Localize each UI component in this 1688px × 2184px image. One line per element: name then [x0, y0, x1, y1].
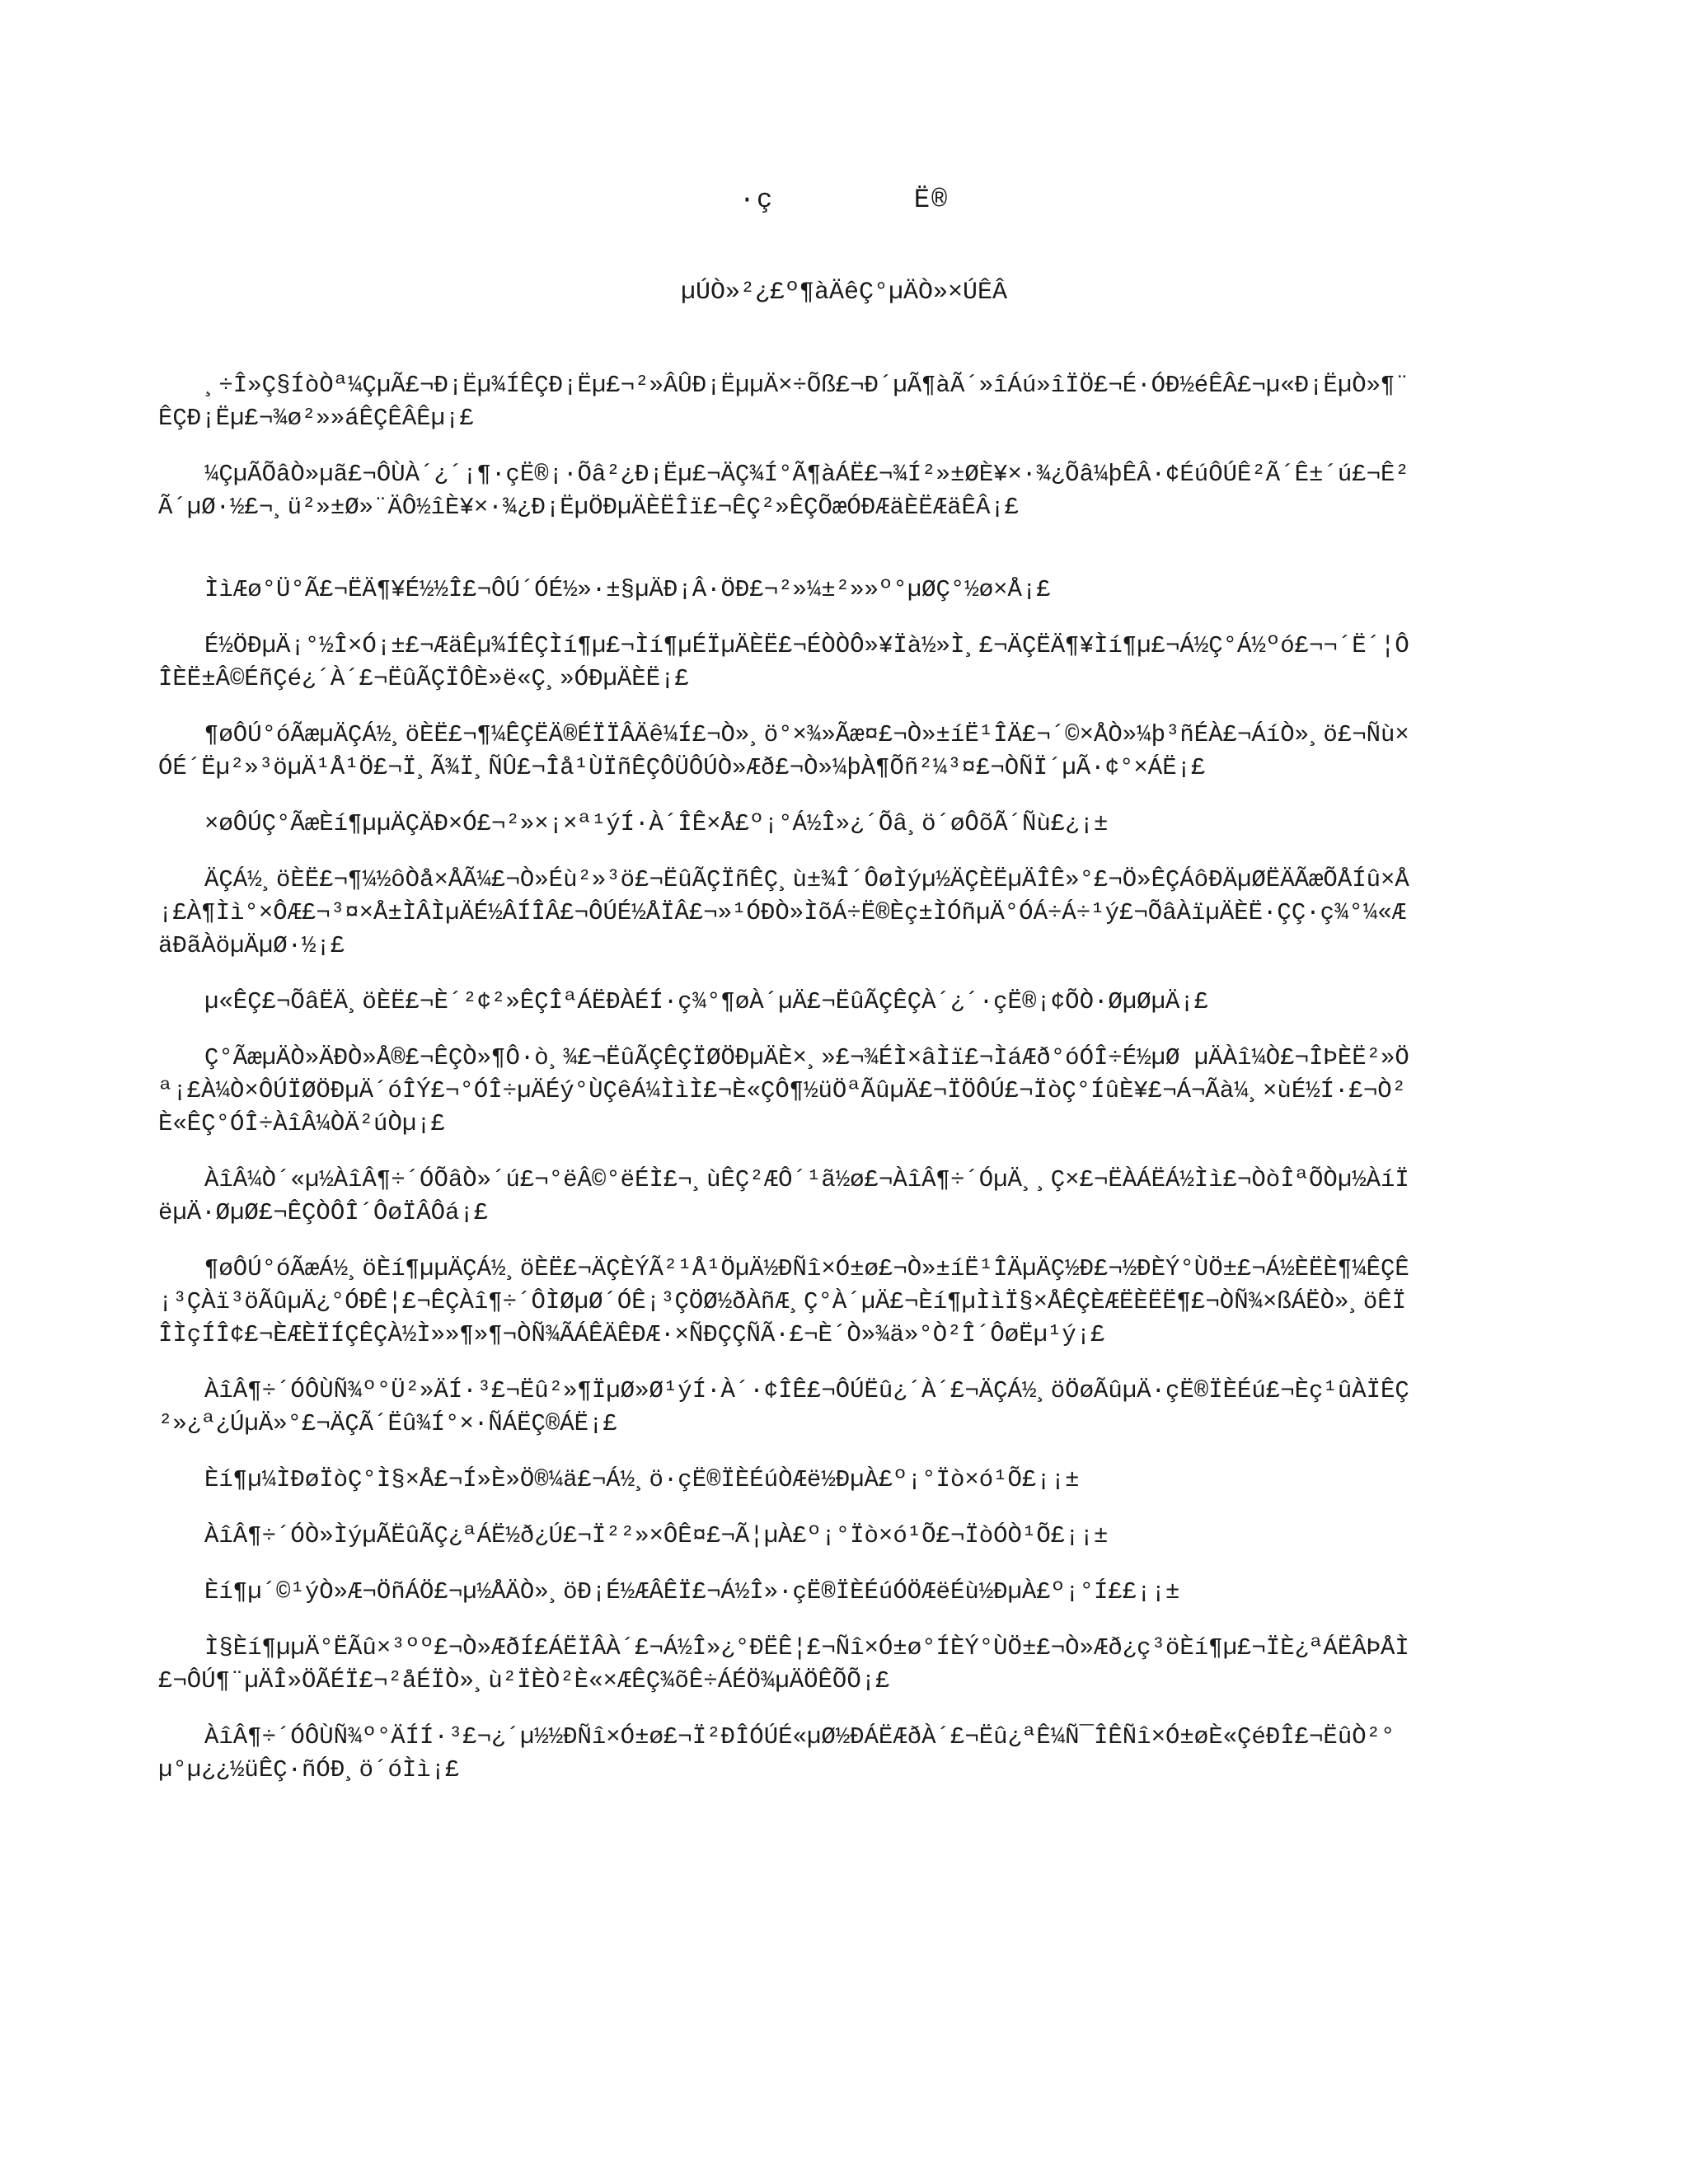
- paragraph: ÀîÂ¶÷´ÓÒ»ÌýµÃËûÃÇ¿ªÁË½ð¿Ú£¬Ï²²»×ÔÊ¤£¬Ã¦µÀ£º¡°Ïò×ó¹Õ£¬ÏòÓÒ¹Õ£¡¡±: [204, 1522, 1109, 1549]
- paragraph: ¸÷Î»Ç§ÍòÒª¼ÇµÃ£¬Ð¡Ëµ¾ÍÊÇÐ¡Ëµ£¬²»ÂÛÐ¡ËµµÄ×÷Õß£¬Ð´µÃ¶àÃ´»îÁú»îÏÖ£¬É·ÓÐ½éÊÂ£¬µ«Ð¡ËµÒ»¶¨ÊÇÐ¡Ëµ£¬¾ø²»»áÊÇÊÂÊµ¡£: [158, 372, 1409, 432]
- paragraph: Ì§Èí¶µµÄ°ËÃû×³ºº£¬Ò»ÆðÍ£ÁËÏÂÀ´£¬Á½Î»¿°ÐËÊ¦£¬Ñî×Ó±ø°ÍÈÝ°ÙÖ±£¬Ò»Æð¿ç³öÈí¶µ£¬ÏÈ¿ªÁËÂÞÅÌ£¬ÔÚ¶¨µÄÎ»ÖÃÉÏ£¬²åÉÏÒ»¸ù²ÏÈÒ²È«×ÆÊÇ¾õÊ÷ÁÉÖ¾µÄÖÊÕÕ¡£: [158, 1634, 1409, 1694]
- paragraph: Èí¶µ¼ÌÐøÏòÇ°Ì§×Å£¬Í»È»Ö®¼ä£¬Á½¸ö·çË®ÏÈÉúÒÆë½ÐµÀ£º¡°Ïò×ó¹Õ£¡¡±: [204, 1466, 1080, 1493]
- paragraph: É½ÖÐµÄ¡°½Î×Ó¡±£¬ÆäÊµ¾ÍÊÇÌí¶µ£¬Ìí¶µÉÏµÄÈË£¬ÉÒÒÔ»¥Ïà½»Ì¸£¬ÄÇËÄ¶¥Ìí¶µ£¬Á½Ç°Á½ºó£¬¬´Ë´¦ÔÎÈË±Â©ÉñÇé¿´À´£¬ËûÃÇÏÔÈ»ë«Ç¸»ÓÐµÄÈË¡£: [158, 632, 1409, 692]
- paragraph: ÀîÂ¶÷´ÓÔÙÑ¾º°Ü²»ÄÍ·³£¬Ëû²»¶ÏµØ»Ø¹ýÍ·À´·¢ÎÊ£¬ÔÚËû¿´À´£¬ÄÇÁ½¸öÖøÃûµÄ·çË®ÏÈÉú£¬Èç¹ûÀÏÊÇ²»¿ª¿ÚµÄ»°£¬ÄÇÃ´Ëû¾Í°×·ÑÁËÇ®ÁË¡£: [158, 1377, 1409, 1437]
- paragraph: ×øÔÚÇ°ÃæÈí¶µµÄÇÄÐ×Ó£¬²»×¡×ª¹ýÍ·À´ÎÊ×Å£º¡°Á½Î»¿´Õâ¸ö´øÔõÃ´Ñù£¿¡±: [204, 810, 1109, 837]
- paragraph: ÀîÂ¶÷´ÓÔÙÑ¾º°ÄÍÍ·³£¬¿´µ½½ÐÑî×Ó±ø£¬Ï²ÐÎÓÚÉ«µØ½ÐÁËÆðÀ´£¬Ëû¿ªÊ¼Ñ¯ÎÊÑî×Ó±øÈ«ÇéÐÎ£¬ËûÒ²°µ°µ¿¿½üÊÇ·ñÓÐ¸ö´óÌì¡£: [158, 1723, 1395, 1783]
- paragraph: ÌìÆø°Ü°Ã£¬ËÄ¶¥É½½Î£¬ÔÚ´ÓÉ½»·±§µÄÐ¡Â·ÖÐ£¬²»¼±²»»º°µØÇ°½ø×Å¡£: [204, 576, 1051, 603]
- chapter-title: µÚÒ»²¿£º¶àÄêÇ°µÄÒ»×ÚÊÂ: [680, 279, 1008, 307]
- paragraph: ¶øÔÚ°óÃæÁ½¸öÈí¶µµÄÇÁ½¸öÈË£¬ÄÇÈÝÃ²¹Å¹ÖµÄ½ÐÑî×Ó±ø£¬Ò»±íË¹ÎÄµÄÇ½Ð£¬½ÐÈÝ°ÙÖ±£¬Á½ÈËÈ¶¼ÊÇÊ¡³ÇÀï³öÃûµÄ¿°ÓÐÊ¦£¬ÊÇÀî¶÷´ÔÌØµØ´ÓÊ¡³ÇÖØ½ðÀñÆ¸Ç°À´µÄ£¬Èí¶µÌìÏ§×ÅÊÇÈÆËÈËË¶£¬ÒÑ¾×ßÁËÒ»¸öÊÏÎÌçÍÎ¢£¬ÈÆÈÏÍÇÊÇÀ½Ì»»¶»¶¬ÒÑ¾ÃÁÊÄÊÐÆ·×ÑÐÇÇÑÃ·£¬È´Ò»¾ä»°Ò²Î´ÔøËµ¹ý¡£: [158, 1255, 1409, 1348]
- paragraph: µ«ÊÇ£¬ÕâËÄ¸öÈË£¬È´²¢²»ÊÇÎªÁËÐÀÉÍ·ç¾°¶øÀ´µÄ£¬ËûÃÇÊÇÀ´¿´·çË®¡¢ÕÒ·ØµØµÄ¡£: [204, 988, 1209, 1015]
- paragraph: ÀîÂ¼Ò´«µ½ÀîÂ¶÷´ÓÕâÒ»´ú£¬°ëÂ©°ëÉÌ£¬¸ùÊÇ²ÆÔ´¹ã½ø£¬ÀîÂ¶÷´ÓµÄ¸¸Ç×£¬ËÀÁËÁ½Ìì£¬ÒòÎªÕÒµ½ÀíÏëµÄ·ØµØ£¬ÊÇÒÔÎ´ÔøÏÂÔá¡£: [158, 1166, 1409, 1226]
- paragraph: ¼ÇµÃÕâÒ»µã£¬ÔÙÀ´¿´¡¶·çË®¡·Õâ²¿Ð¡Ëµ£¬ÄÇ¾Í°Ã¶àÁË£¬¾Í²»±ØÈ¥×·¾¿Õâ¼þÊÂ·¢ÉúÔÚÊ²Ã´Ê±´ú£¬Ê²Ã´µØ·½£¬¸ü²»±Ø»¨ÄÔ½îÈ¥×·¾¿Ð¡ËµÖÐµÄÈËÎï£¬ÊÇ²»ÊÇÕæÓÐÆäÈËÆäÊÂ¡£: [158, 461, 1409, 521]
- paragraph: Èí¶µ´©¹ýÒ»Æ¬ÖñÁÖ£¬µ½ÅÄÒ»¸öÐ¡É½ÆÂÊÏ£¬Á½Î»·çË®ÏÈÉúÓÖÆëÉù½ÐµÀ£º¡°Í££¡¡±: [204, 1578, 1180, 1605]
- document-header: ·ç Ë®: [738, 185, 950, 215]
- paragraph: Ç°ÃæµÄÒ»ÄÐÒ»Å®£¬ÊÇÒ»¶Ô·ò¸¾£¬ËûÃÇÊÇÏØÖÐµÄÈ×¸»£¬¾ÉÌ×âÌï£¬ÌáÆð°óÓÎ÷É½µØ µÄÀî¼Ò£¬ÎÞÈË²»Öª¡£À¼Ò×ÔÚÏØÖÐµÄ´óÎÝ£¬°ÓÎ÷µÄÉý°ÙÇêÁ¼ÌìÌ£¬È«ÇÔ¶½üÖªÃûµÄ£¬ÏÖÔÚ£¬ÏòÇ°ÍûÈ¥£¬Á¬Ãà¼¸×ùÉ½Í·£¬Ò²È«ÊÇ°ÓÎ÷ÀîÂ¼ÒÄ²úÒµ¡£: [158, 1044, 1409, 1137]
- document-body: [158, 369, 1418, 1810]
- paragraph: ¶øÔÚ°óÃæµÄÇÁ½¸öÈË£¬¶¼ÊÇËÄ®ÉÏÏÂÄê¼Í£¬Ò»¸ö°×¾»Ãæ¤£¬Ò»±íË¹ÎÄ£¬´©×ÅÒ»¼þ³ñÉÀ£¬ÁíÒ»¸ö£¬Ñù×ÓÉ´Ëµ²»³öµÄ¹Å¹Ö£¬Ï¸Ã¾Ï¸ÑÛ£¬Îå¹ÙÏñÊÇÔÜÔÚÒ»Æð£¬Ò»¼þÀ¶Õñ²¼³¤£¬ÒÑÏ´µÃ·¢°×ÁË¡£: [158, 721, 1409, 781]
- paragraph: ÄÇÁ½¸öÈË£¬¶¼½ôÒå×ÅÃ¼£¬Ò»Éù²»³ö£¬ËûÃÇÏñÊÇ¸ù±¾Î´ÔøÌýµ½ÄÇÈËµÄÎÊ»°£¬Ö»ÊÇÁôÐÄµØËÄÃæÕÅÍû×Å¡£À¶Ìì°×ÔÆ£¬³¤×Å±ÌÂÌµÄÉ½ÂÍÎÂ£¬ÔÚÉ½ÅÏÂ£¬»¹ÓÐÒ»ÌõÁ÷Ë®Èç±ÌÓñµÄ°ÓÁ÷Á÷¹ý£¬ÕâÀïµÄÈË·ÇÇ·ç¾°¼«ÆäÐãÀöµÄµØ·½¡£: [158, 866, 1409, 959]
